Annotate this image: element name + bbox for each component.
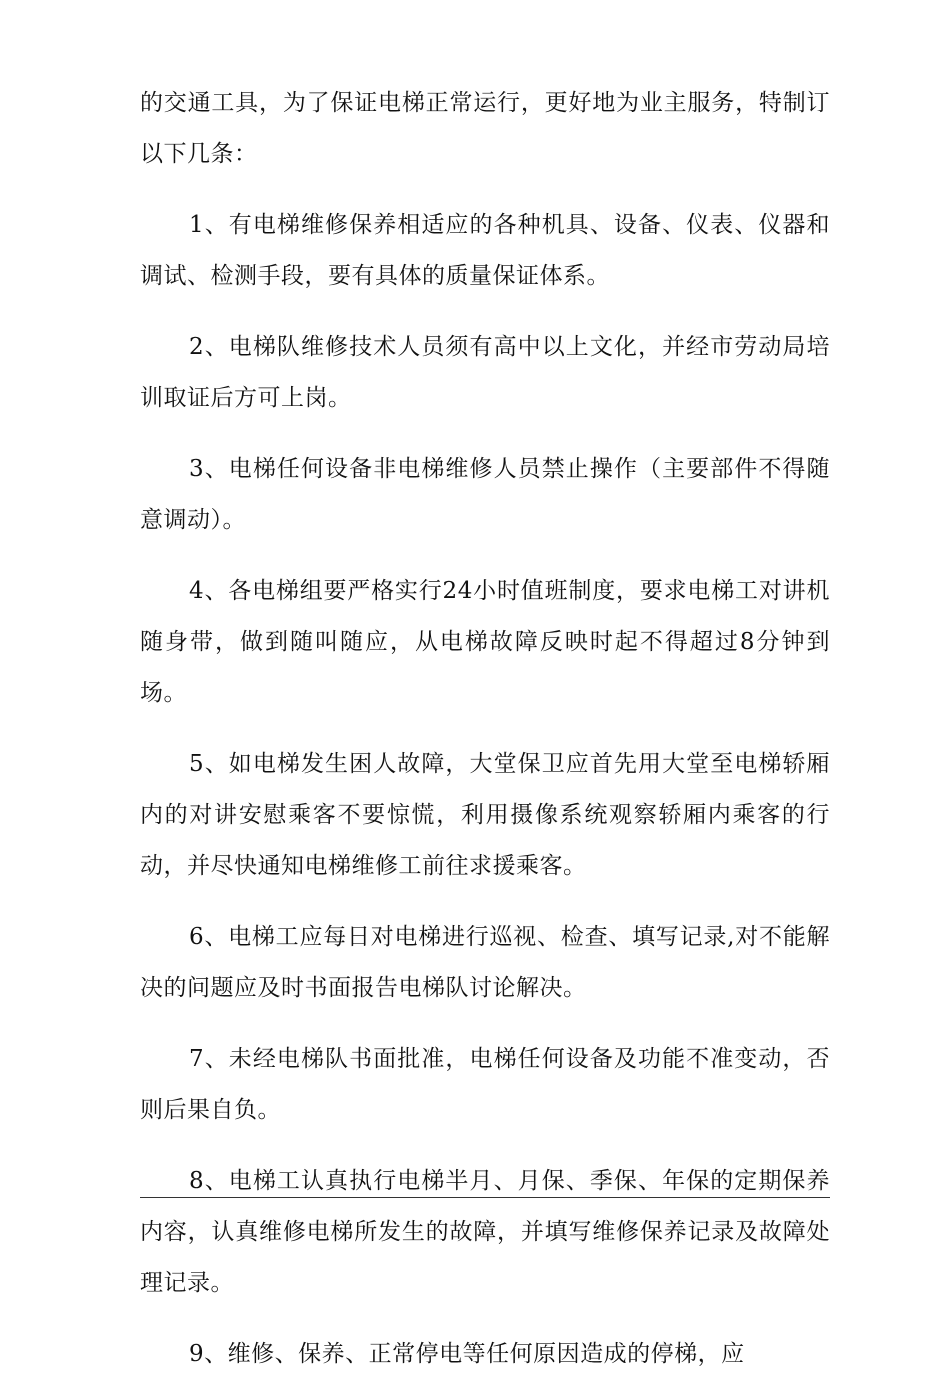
rule-item-9: 9、维修、保养、正常停电等任何原因造成的停梯，应: [189, 1341, 745, 1367]
document-body: [140, 78, 830, 1400]
rule-item-7: 7、未经电梯队书面批准，电梯任何设备及功能不准变动，否则后果自负。: [140, 1046, 830, 1123]
footer-divider: [140, 1197, 830, 1198]
rule-item-4: 4、各电梯组要严格实行24小时值班制度，要求电梯工对讲机随身带，做到随叫随应，从电梯故障反映时起不得超过8分钟到场。: [140, 578, 830, 706]
intro-paragraph: 的交通工具，为了保证电梯正常运行，更好地为业主服务，特制订以下几条：: [140, 90, 830, 167]
rule-item-1: 1、有电梯维修保养相适应的各种机具、设备、仪表、仪器和调试、检测手段，要有具体的质量保证体系。: [140, 212, 830, 289]
rule-item-8: 8、电梯工认真执行电梯半月、月保、季保、年保的定期保养内容，认真维修电梯所发生的故障，并填写维修保养记录及故障处理记录。: [140, 1168, 830, 1296]
rule-item-5: 5、如电梯发生困人故障，大堂保卫应首先用大堂至电梯轿厢内的对讲安慰乘客不要惊慌，利用摄像系统观察轿厢内乘客的行动，并尽快通知电梯维修工前往求援乘客。: [140, 751, 830, 879]
rule-item-3: 3、电梯任何设备非电梯维修人员禁止操作（主要部件不得随意调动）。: [140, 456, 830, 533]
rule-item-6: 6、电梯工应每日对电梯进行巡视、检查、填写记录,对不能解决的问题应及时书面报告电梯队讨论解决。: [140, 924, 830, 1001]
rule-item-2: 2、电梯队维修技术人员须有高中以上文化，并经市劳动局培训取证后方可上岗。: [140, 334, 830, 411]
